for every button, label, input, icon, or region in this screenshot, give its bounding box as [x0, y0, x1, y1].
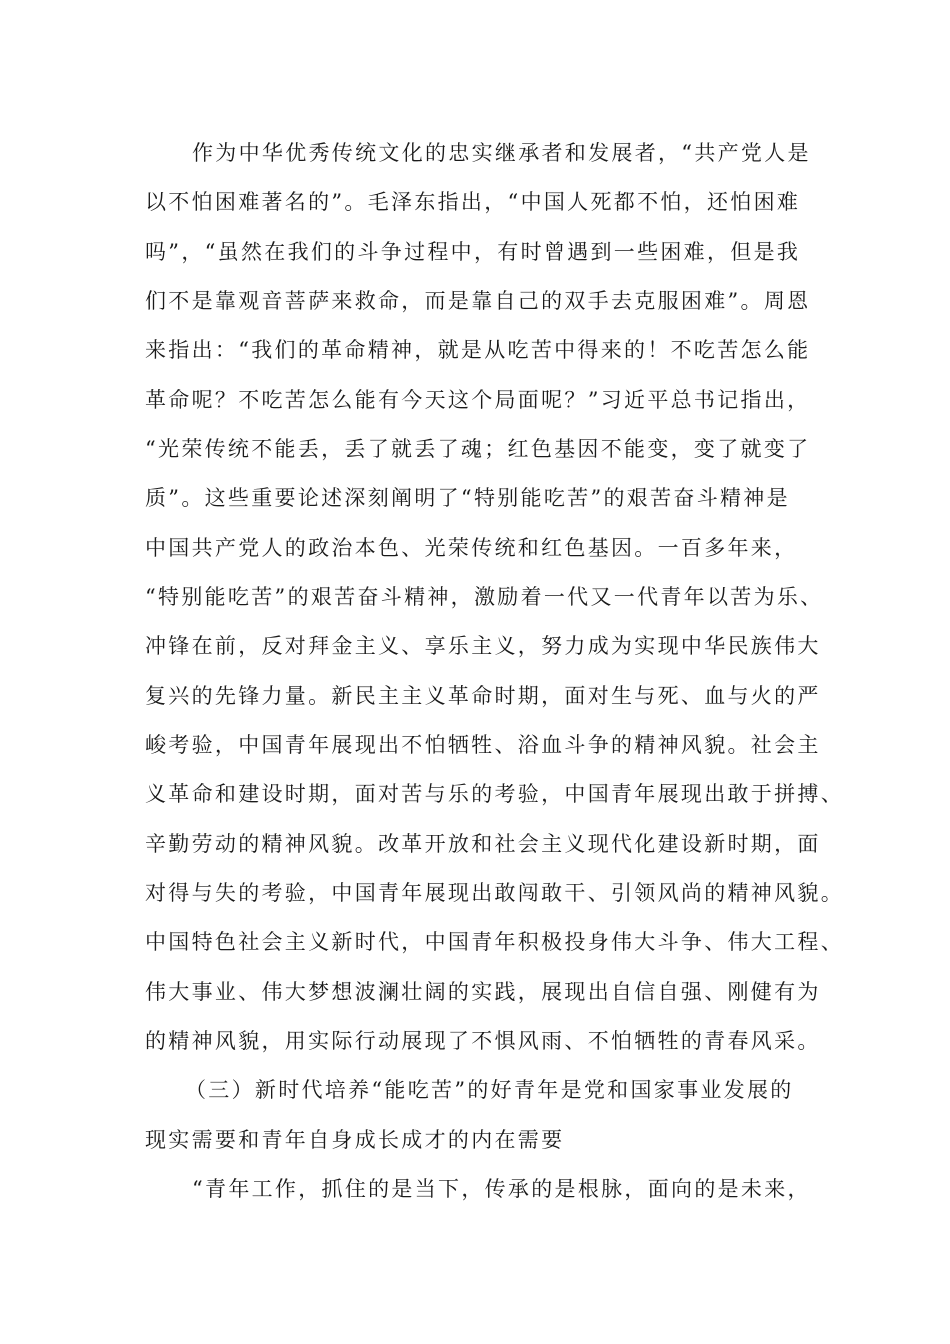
text-line: “特别能吃苦”的艰苦奋斗精神，激励着一代又一代青年以苦为乐、	[145, 585, 824, 609]
text-line: 吗”，“虽然在我们的斗争过程中，有时曾遇到一些困难，但是我	[145, 240, 801, 264]
text-line: “青年工作，抓住的是当下，传承的是根脉，面向的是未来，	[192, 1177, 811, 1201]
text-line: 复兴的先锋力量。新民主主义革命时期，面对生与死、血与火的严	[145, 684, 821, 708]
text-line: 义革命和建设时期，面对苦与乐的考验，中国青年展现出敢于拼搏、	[145, 782, 844, 806]
text-line: 中国特色社会主义新时代，中国青年积极投身伟大斗争、伟大工程、	[145, 930, 844, 954]
text-line: 的精神风貌，用实际行动展现了不惧风雨、不怕牺牲的青春风采。	[145, 1029, 821, 1053]
text-line: 辛勤劳动的精神风貌。改革开放和社会主义现代化建设新时期，面	[145, 832, 821, 856]
text-line: 峻考验，中国青年展现出不怕牺牲、浴血斗争的精神风貌。社会主	[145, 733, 821, 757]
heading-line: 现实需要和青年自身成长成才的内在需要	[145, 1128, 565, 1152]
text-line: 质”。这些重要论述深刻阐明了“特别能吃苦”的艰苦奋斗精神是	[145, 486, 790, 510]
text-line: 来指出：“我们的革命精神，就是从吃苦中得来的！不吃苦怎么能	[145, 338, 811, 362]
heading-line: （三）新时代培养“能吃苦”的好青年是党和国家事业发展的	[185, 1078, 794, 1102]
text-line: 革命呢？不吃苦怎么能有今天这个局面呢？”习近平总书记指出，	[145, 388, 811, 412]
text-line: 伟大事业、伟大梦想波澜壮阔的实践，展现出自信自强、刚健有为	[145, 980, 821, 1004]
text-line: 中国共产党人的政治本色、光荣传统和红色基因。一百多年来，	[145, 536, 798, 560]
text-line: 们不是靠观音菩萨来救命，而是靠自己的双手去克服困难”。周恩	[145, 289, 811, 313]
text-line: 以不怕困难著名的”。毛泽东指出，“中国人死都不怕，还怕困难	[145, 190, 801, 214]
text-line: 冲锋在前，反对拜金主义、享乐主义，努力成为实现中华民族伟大	[145, 634, 821, 658]
text-line: “光荣传统不能丢，丢了就丢了魂；红色基因不能变，变了就变了	[145, 437, 811, 461]
text-line: 作为中华优秀传统文化的忠实继承者和发展者，“共产党人是	[192, 141, 811, 165]
text-line: 对得与失的考验，中国青年展现出敢闯敢干、引领风尚的精神风貌。	[145, 881, 844, 905]
